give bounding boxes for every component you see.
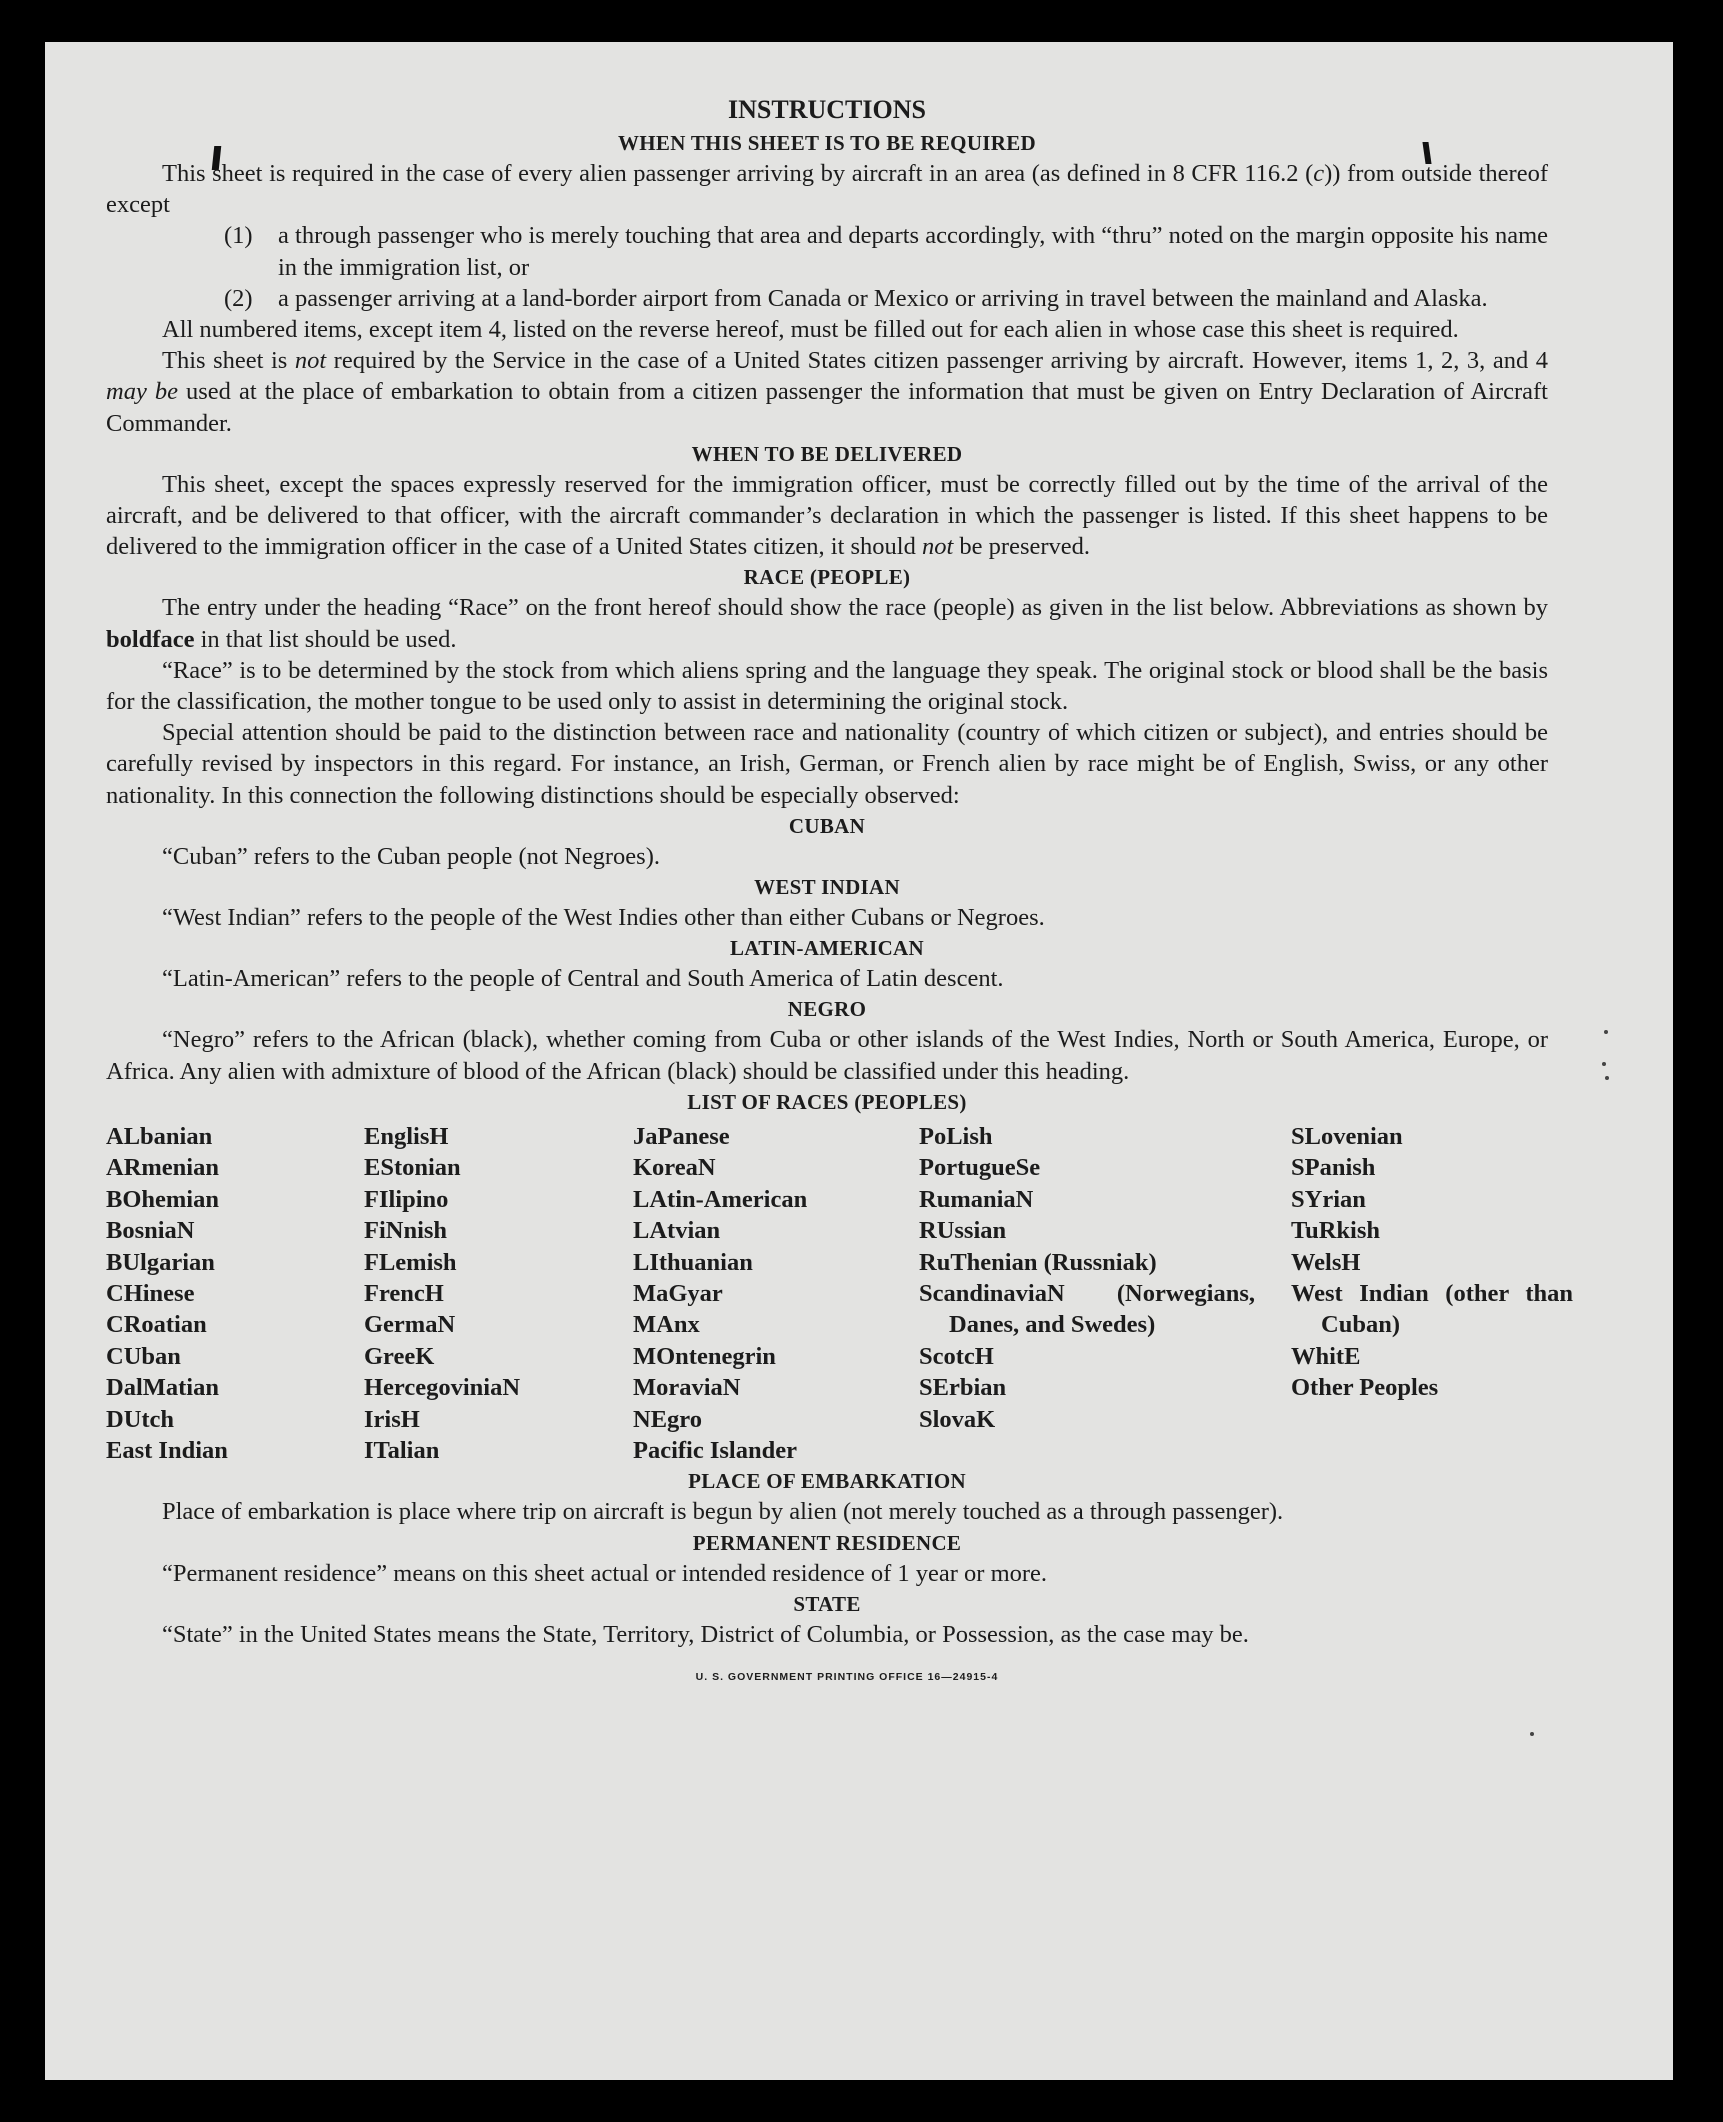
- race-item: ScotcH: [919, 1342, 994, 1370]
- section-heading: WHEN THIS SHEET IS TO BE REQUIRED: [617, 131, 1036, 155]
- race-item: FiNnish: [364, 1217, 448, 1245]
- section-place-of-embarkation: [106, 1466, 1548, 1527]
- printing-office-footer: U. S. GOVERNMENT PRINTING OFFICE 16—24915-4: [695, 1670, 999, 1683]
- race-item: FIlipino: [364, 1185, 449, 1213]
- race-item: HercegoviniaN: [364, 1374, 521, 1402]
- race-item: FLemish: [364, 1248, 457, 1276]
- race-item: RumaniaN: [919, 1185, 1034, 1213]
- race-item: KoreaN: [633, 1154, 716, 1182]
- section-heading: CUBAN: [788, 813, 866, 838]
- paragraph: Place of embarkation is place where trip on aircraft is begun by alien (not merely touched as a through passenger).: [162, 1498, 1284, 1526]
- paragraph: The entry under the heading “Race” on the front hereof should show the race (people) as given in the list below. Abbreviations as shown by boldface in that list should be used.: [106, 594, 1548, 653]
- races-list: [106, 1121, 1573, 1466]
- section-heading: LIST OF RACES (PEOPLES): [687, 1089, 967, 1114]
- section-when-delivered: [106, 439, 1548, 563]
- race-item: IrisH: [364, 1405, 420, 1433]
- section-heading: PLACE OF EMBARKATION: [688, 1469, 966, 1494]
- races-column: [1291, 1121, 1573, 1466]
- race-item: ScandinaviaN (Norwegians, Danes, and Swedes): [919, 1279, 1255, 1339]
- race-item: SlovaK: [919, 1405, 996, 1433]
- paragraph: “Race” is to be determined by the stock from which aliens spring and the language they speak. The original stock or blood shall be the basis for the classification, the mother tongue to be used only to assist in determining the original stock.: [106, 656, 1548, 716]
- race-item: CRoatian: [106, 1311, 207, 1339]
- races-column: [919, 1121, 1291, 1466]
- section-when-required: [106, 128, 1548, 439]
- section-heading: WHEN TO BE DELIVERED: [691, 441, 963, 466]
- section-heading: WEST INDIAN: [754, 875, 900, 900]
- race-item: EnglisH: [364, 1122, 449, 1150]
- section-permanent-residence: [106, 1528, 1548, 1589]
- race-item: MOntenegrin: [633, 1342, 776, 1370]
- exception-item-1: (1) a through passenger who is merely touching that area and departs accordingly, with “thru” noted on the margin opposite his name in the immigration list, or: [224, 222, 1548, 281]
- race-item: JaPanese: [633, 1122, 730, 1150]
- race-item: ITalian: [364, 1436, 440, 1464]
- section-state: [106, 1589, 1548, 1650]
- race-item: NEgro: [633, 1405, 702, 1433]
- race-item: SYrian: [1291, 1185, 1366, 1213]
- section-negro: [106, 994, 1548, 1086]
- section-race: [106, 562, 1548, 810]
- paragraph: “Cuban” refers to the Cuban people (not Negroes).: [162, 842, 660, 870]
- race-item: Pacific Islander: [633, 1436, 797, 1464]
- paragraph: Special attention should be paid to the distinction between race and nationality (country of which citizen or subject), and entries should be carefully revised by inspectors in this regard. For instance, an Irish, German, or French alien by race might be of English, Swiss, or any other nationality. In this connection the following distinctions should be especially observed:: [106, 719, 1548, 809]
- race-item: GreeK: [364, 1342, 435, 1370]
- race-item: PoLish: [919, 1122, 993, 1150]
- race-item: TuRkish: [1291, 1217, 1381, 1245]
- race-item: Other Peoples: [1291, 1374, 1439, 1402]
- paragraph: “Latin-American” refers to the people of Central and South America of Latin descent.: [162, 965, 1004, 993]
- instructions-body: [106, 92, 1573, 1693]
- races-column: [106, 1121, 364, 1466]
- race-item: West Indian (other than Cuban): [1291, 1279, 1573, 1339]
- section-latin-american: [106, 933, 1548, 994]
- paragraph: This sheet, except the spaces expressly reserved for the immigration officer, must be correctly filled out by the time of the arrival of the aircraft, and be delivered to that officer, with the aircraft commander’s declaration in which the passenger is listed. If this sheet happens to be delivered to the immigration officer in the case of a United States citizen, it should not be preserved.: [106, 470, 1548, 561]
- race-item: BOhemian: [106, 1185, 219, 1213]
- race-item: BosniaN: [106, 1217, 195, 1245]
- margin-speck: [1602, 1062, 1606, 1066]
- paragraph: This sheet is not required by the Service in the case of a United States citizen passenger arriving by aircraft. However, items 1, 2, 3, and 4 may be used at the place of embarkation to obtain from a citizen passenger the information that must be given on Entry Declaration of Aircraft Commander.: [106, 347, 1548, 437]
- race-item: RuThenian (Russniak): [919, 1248, 1157, 1276]
- race-item: GermaN: [364, 1311, 456, 1339]
- race-item: East Indian: [106, 1436, 228, 1464]
- paragraph: This sheet is required in the case of every alien passenger arriving by aircraft in an area (as defined in 8 CFR 116.2 (c)) from outside thereof except: [106, 160, 1548, 219]
- race-item: SPanish: [1291, 1154, 1376, 1182]
- paragraph: All numbered items, except item 4, listed on the reverse hereof, must be filled out for each alien in whose case this sheet is required.: [162, 316, 1459, 344]
- exception-item-2: (2) a passenger arriving at a land-border airport from Canada or Mexico or arriving in travel between the mainland and Alaska.: [224, 284, 1488, 312]
- race-item: WhitE: [1291, 1342, 1361, 1370]
- race-item: EStonian: [364, 1154, 461, 1182]
- race-item: ALbanian: [106, 1122, 213, 1150]
- section-heading: RACE (PEOPLE): [743, 565, 911, 590]
- margin-speck: [1604, 1030, 1608, 1034]
- race-item: SErbian: [919, 1374, 1007, 1402]
- race-item: RUssian: [919, 1217, 1007, 1245]
- race-item: ARmenian: [106, 1154, 219, 1182]
- races-column: [364, 1121, 633, 1466]
- page-title: INSTRUCTIONS: [728, 95, 926, 124]
- race-item: BUlgarian: [106, 1248, 215, 1276]
- margin-speck: [1605, 1076, 1609, 1080]
- race-item: LAtvian: [633, 1217, 721, 1245]
- race-item: SLovenian: [1291, 1122, 1403, 1150]
- paragraph: “State” in the United States means the State, Territory, District of Columbia, or Possession, as the case may be.: [162, 1620, 1249, 1648]
- race-item: FrencH: [364, 1279, 444, 1307]
- race-item: PortugueSe: [919, 1154, 1041, 1182]
- margin-speck: [1530, 1732, 1534, 1736]
- section-heading: PERMANENT RESIDENCE: [692, 1530, 962, 1555]
- race-item: LIthuanian: [633, 1248, 753, 1276]
- race-item: CHinese: [106, 1279, 195, 1307]
- races-column: [633, 1121, 919, 1466]
- race-item: CUban: [106, 1342, 181, 1370]
- race-item: MoraviaN: [633, 1374, 741, 1402]
- race-item: DUtch: [106, 1405, 175, 1433]
- section-heading: LATIN-AMERICAN: [730, 936, 924, 961]
- paragraph: “Negro” refers to the African (black), whether coming from Cuba or other islands of the West Indies, North or South America, Europe, or Africa. Any alien with admixture of blood of the African (black) should be classified under this heading.: [106, 1026, 1548, 1085]
- race-item: LAtin-American: [633, 1185, 808, 1213]
- race-item: MaGyar: [633, 1279, 723, 1307]
- race-item: WelsH: [1291, 1248, 1361, 1276]
- paragraph: “Permanent residence” means on this sheet actual or intended residence of 1 year or more.: [162, 1559, 1048, 1587]
- section-west-indian: [106, 872, 1548, 933]
- section-heading: STATE: [793, 1591, 861, 1616]
- section-heading: NEGRO: [787, 997, 867, 1022]
- paragraph: “West Indian” refers to the people of the West Indies other than either Cubans or Negroes.: [162, 904, 1045, 932]
- race-item: DalMatian: [106, 1374, 219, 1402]
- section-list-of-races: [106, 1087, 1573, 1466]
- race-item: MAnx: [633, 1311, 700, 1339]
- section-cuban: [106, 811, 1548, 872]
